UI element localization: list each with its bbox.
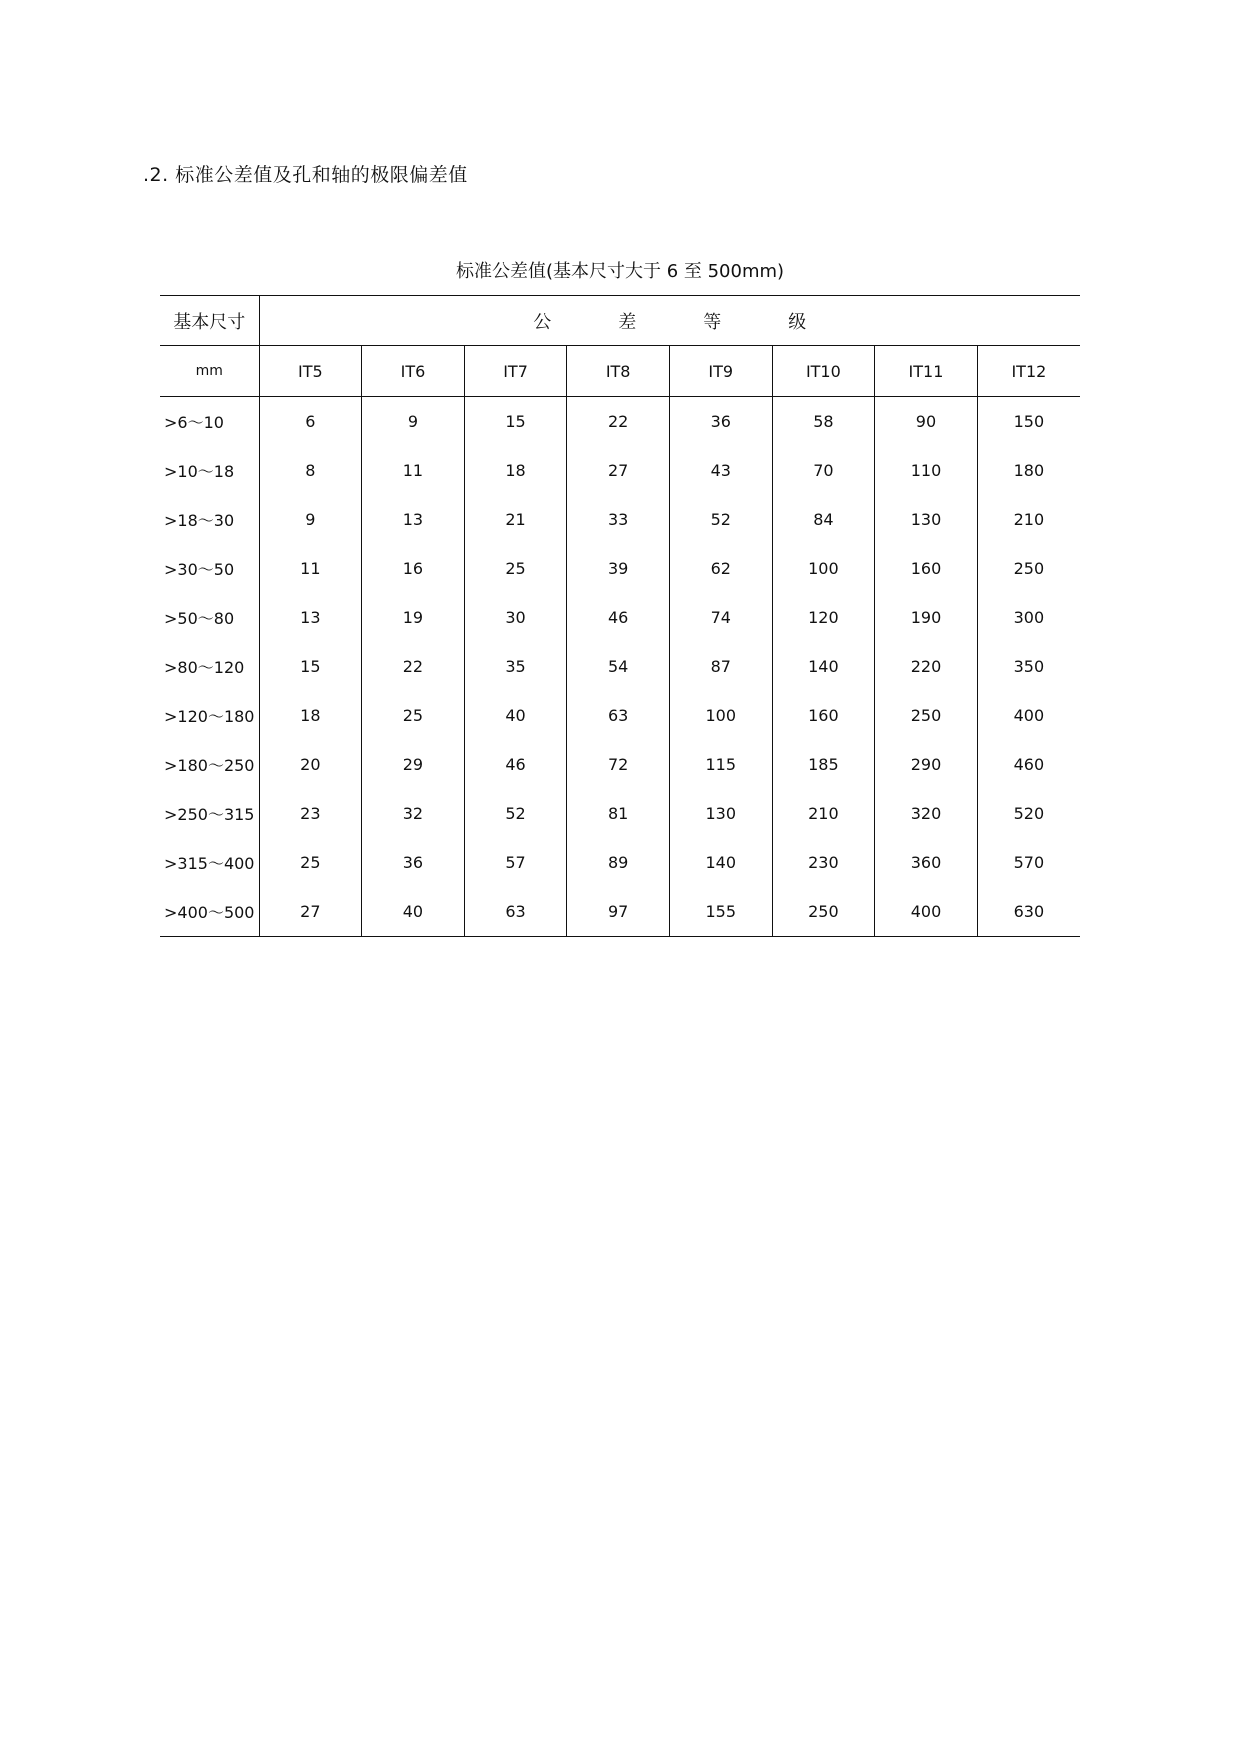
tolerance-value-cell: 90 [875,397,978,447]
table-row [160,691,1080,740]
tolerance-value-cell: 46 [567,593,670,642]
tolerance-value-cell: 87 [669,642,772,691]
tolerance-value-cell: 39 [567,544,670,593]
tolerance-value-cell: 230 [772,838,875,887]
tolerance-value-cell: 32 [362,789,465,838]
grade-column-header: IT7 [464,346,567,397]
grade-header-char: 级 [788,311,807,333]
tolerance-value-cell: 290 [875,740,978,789]
size-range-cell: >400～500 [160,887,259,937]
tolerance-value-cell: 63 [464,887,567,937]
tolerance-value-cell: 74 [669,593,772,642]
tolerance-value-cell: 160 [875,544,978,593]
tolerance-value-cell: 9 [362,397,465,447]
tolerance-value-cell: 13 [362,495,465,544]
tolerance-value-cell: 19 [362,593,465,642]
size-range-cell: >18～30 [164,511,235,530]
tolerance-value-cell: 21 [464,495,567,544]
tolerance-value-cell: 54 [567,642,670,691]
tolerance-value-cell: 520 [977,789,1080,838]
tolerance-value-cell: 100 [669,691,772,740]
size-range-cell: >80～120 [164,658,245,677]
tolerance-value-cell: 180 [977,446,1080,495]
tolerance-value-cell: 63 [567,691,670,740]
tolerance-value-cell: 250 [977,544,1080,593]
tolerance-value-cell: 630 [977,887,1080,937]
tolerance-value-cell: 52 [669,495,772,544]
tolerance-value-cell: 72 [567,740,670,789]
tolerance-value-cell: 81 [567,789,670,838]
tolerance-value-cell: 57 [464,838,567,887]
table-row [160,642,1080,691]
grade-column-header: IT8 [567,346,670,397]
grade-column-header: IT6 [362,346,465,397]
tolerance-value-cell: 570 [977,838,1080,887]
size-header: 基本尺寸 [160,296,259,346]
tolerance-value-cell: 20 [259,740,362,789]
tolerance-value-cell: 100 [772,544,875,593]
size-range-cell: >30～50 [164,560,235,579]
tolerance-value-cell: 36 [362,838,465,887]
tolerance-value-cell: 43 [669,446,772,495]
tolerance-value-cell: 62 [669,544,772,593]
tolerance-value-cell: 15 [464,397,567,447]
tolerance-value-cell: 155 [669,887,772,937]
table-row [160,887,1080,937]
tolerance-value-cell: 9 [259,495,362,544]
tolerance-value-cell: 70 [772,446,875,495]
tolerance-value-cell: 115 [669,740,772,789]
tolerance-value-cell: 11 [362,446,465,495]
grade-column-header: IT9 [669,346,772,397]
grade-column-header: IT11 [875,346,978,397]
tolerance-value-cell: 13 [259,593,362,642]
grade-header-char: 等 [703,311,722,333]
tolerance-value-cell: 350 [977,642,1080,691]
header-row-primary [160,296,1080,346]
tolerance-value-cell: 130 [669,789,772,838]
tolerance-value-cell: 35 [464,642,567,691]
size-range-cell: >120～180 [164,707,255,726]
size-range-cell: >6～10 [164,413,224,432]
tolerance-value-cell: 400 [875,887,978,937]
tolerance-value-cell: 185 [772,740,875,789]
tolerance-value-cell: 23 [259,789,362,838]
tolerance-value-cell: 11 [259,544,362,593]
tolerance-value-cell: 320 [875,789,978,838]
tolerance-value-cell: 160 [772,691,875,740]
size-range-cell: >10～18 [164,462,235,481]
tolerance-value-cell: 460 [977,740,1080,789]
tolerance-value-cell: 16 [362,544,465,593]
tolerance-value-cell: 6 [259,397,362,447]
tolerance-value-cell: 250 [875,691,978,740]
header-row-grades [160,346,1080,397]
tolerance-value-cell: 190 [875,593,978,642]
tolerance-value-cell: 220 [875,642,978,691]
table-row [160,446,1080,495]
tolerance-value-cell: 27 [259,887,362,937]
table-caption: 标准公差值(基本尺寸大于 6 至 500mm) [455,261,785,282]
tolerance-value-cell: 40 [362,887,465,937]
unit-header: mm [160,346,259,397]
grade-column-header: IT10 [772,346,875,397]
tolerance-value-cell: 18 [259,691,362,740]
tolerance-value-cell: 97 [567,887,670,937]
tolerance-value-cell: 400 [977,691,1080,740]
tolerance-value-cell: 300 [977,593,1080,642]
tolerance-value-cell: 250 [772,887,875,937]
tolerance-value-cell: 46 [464,740,567,789]
tolerance-value-cell: 360 [875,838,978,887]
tolerance-value-cell: 52 [464,789,567,838]
grade-header [259,296,1080,346]
tolerance-value-cell: 84 [772,495,875,544]
tolerance-value-cell: 18 [464,446,567,495]
tolerance-table [160,295,1080,937]
tolerance-value-cell: 25 [259,838,362,887]
tolerance-value-cell: 33 [567,495,670,544]
tolerance-value-cell: 36 [669,397,772,447]
tolerance-value-cell: 8 [259,446,362,495]
tolerance-value-cell: 22 [362,642,465,691]
tolerance-value-cell: 27 [567,446,670,495]
section-heading: .2. 标准公差值及孔和轴的极限偏差值 [143,164,468,186]
tolerance-value-cell: 25 [464,544,567,593]
size-range-cell: >315～400 [164,854,255,873]
size-range-cell: >250～315 [164,805,255,824]
table-row [160,740,1080,789]
table-row [160,789,1080,838]
tolerance-value-cell: 150 [977,397,1080,447]
tolerance-value-cell: 210 [772,789,875,838]
tolerance-value-cell: 15 [259,642,362,691]
tolerance-value-cell: 110 [875,446,978,495]
grade-column-header: IT12 [977,346,1080,397]
tolerance-value-cell: 130 [875,495,978,544]
grade-column-header: IT5 [259,346,362,397]
tolerance-value-cell: 140 [772,642,875,691]
tolerance-value-cell: 22 [567,397,670,447]
tolerance-value-cell: 29 [362,740,465,789]
tolerance-value-cell: 40 [464,691,567,740]
table-row [160,495,1080,544]
tolerance-value-cell: 30 [464,593,567,642]
table-row [160,397,1080,447]
tolerance-value-cell: 210 [977,495,1080,544]
tolerance-value-cell: 25 [362,691,465,740]
table-row [160,838,1080,887]
table-row [160,593,1080,642]
grade-header-char: 差 [618,311,637,333]
tolerance-value-cell: 140 [669,838,772,887]
tolerance-value-cell: 120 [772,593,875,642]
grade-header-char: 公 [533,311,552,333]
tolerance-value-cell: 58 [772,397,875,447]
tolerance-value-cell: 89 [567,838,670,887]
size-range-cell: >180～250 [164,756,255,775]
table-row [160,544,1080,593]
size-range-cell: >50～80 [164,609,235,628]
